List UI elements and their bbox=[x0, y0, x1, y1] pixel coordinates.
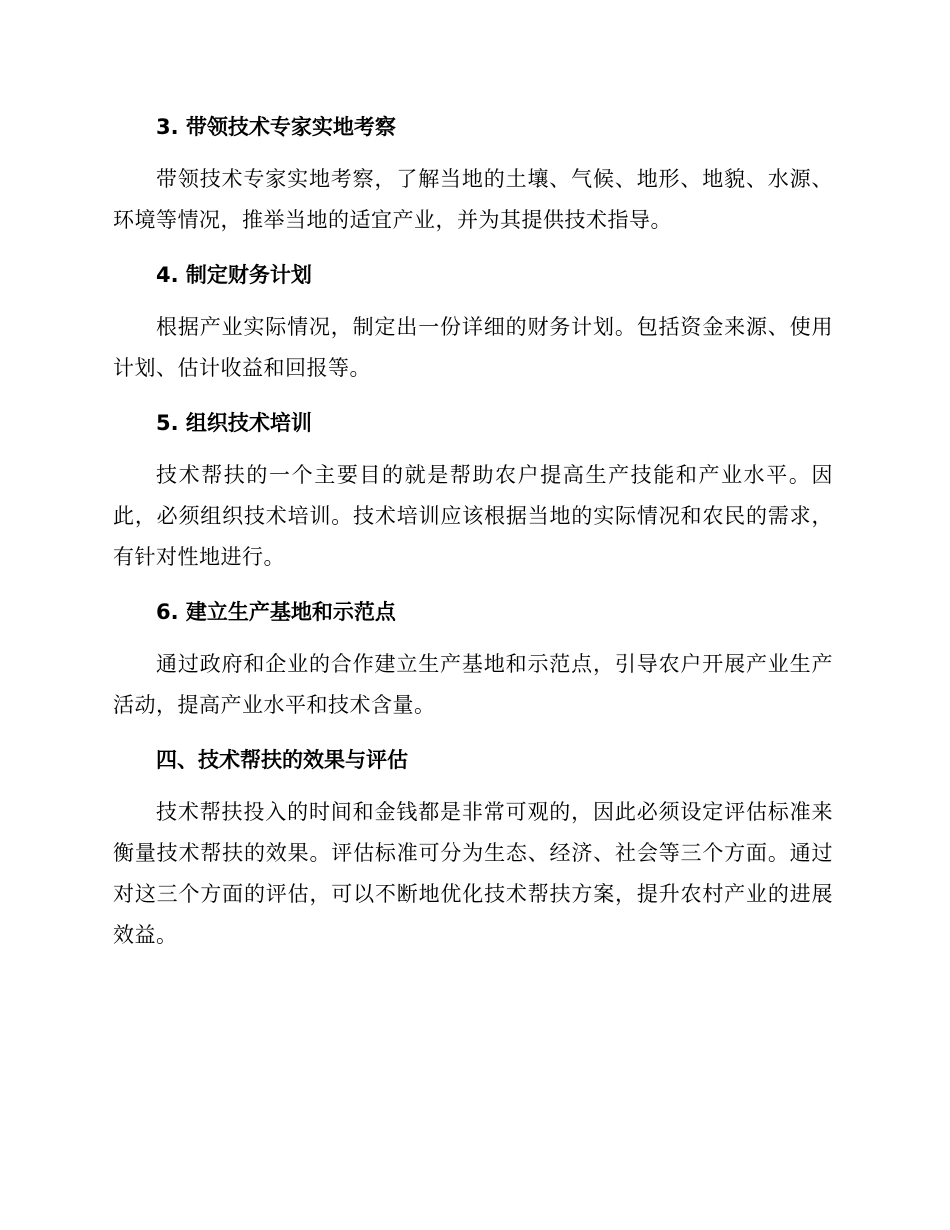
document-page bbox=[113, 108, 833, 956]
section-paragraph-3: 带领技术专家实地考察，了解当地的土壤、气候、地形、地貌、水源、环境等情况，推举当地的适宜产业，并为其提供技术指导。 bbox=[113, 167, 833, 232]
section-paragraph-6: 通过政府和企业的合作建立生产基地和示范点，引导农户开展产业生产活动，提高产业水平和技术含量。 bbox=[113, 652, 833, 717]
section-heading-6: 6. 建立生产基地和示范点 bbox=[156, 600, 396, 624]
section-paragraph-four: 技术帮扶投入的时间和金钱都是非常可观的，因此必须设定评估标准来衡量技术帮扶的效果。评估标准可分为生态、经济、社会等三个方面。通过对这三个方面的评估，可以不断地优化技术帮扶方案，提升农村产业的进展效益。 bbox=[113, 800, 833, 947]
section-paragraph-4: 根据产业实际情况，制定出一份详细的财务计划。包括资金来源、使用计划、估计收益和回报等。 bbox=[113, 315, 833, 380]
section-heading-5: 5. 组织技术培训 bbox=[156, 411, 312, 435]
section-heading-four: 四、技术帮扶的效果与评估 bbox=[156, 748, 408, 772]
section-heading-4: 4. 制定财务计划 bbox=[156, 263, 312, 287]
section-paragraph-5: 技术帮扶的一个主要目的就是帮助农户提高生产技能和产业水平。因此，必须组织技术培训。技术培训应该根据当地的实际情况和农民的需求，有针对性地进行。 bbox=[113, 463, 833, 569]
section-heading-3: 3. 带领技术专家实地考察 bbox=[156, 115, 396, 139]
